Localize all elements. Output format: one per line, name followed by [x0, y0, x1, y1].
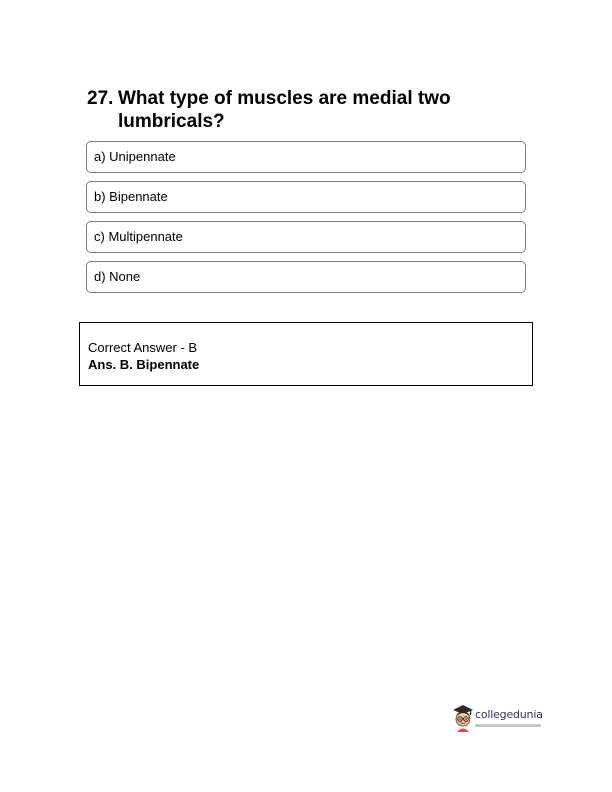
brand-name: collegedunia — [475, 708, 543, 721]
correct-answer-line: Correct Answer - B — [88, 340, 198, 355]
options-list — [86, 141, 526, 301]
option-d[interactable]: d) None — [86, 261, 526, 293]
brand-tagline-bar — [475, 724, 541, 727]
option-a[interactable]: a) Unipennate — [86, 141, 526, 173]
mascot-icon — [451, 703, 475, 733]
collegedunia-logo — [451, 703, 561, 735]
question-number: 27. — [87, 88, 114, 109]
question-text: What type of muscles are medial two lumbricals? — [118, 88, 451, 132]
answer-explanation: Ans. B. Bipennate — [88, 357, 200, 372]
option-b[interactable]: b) Bipennate — [86, 181, 526, 213]
answer-box — [79, 322, 533, 386]
question — [87, 87, 507, 133]
option-c[interactable]: c) Multipennate — [86, 221, 526, 253]
